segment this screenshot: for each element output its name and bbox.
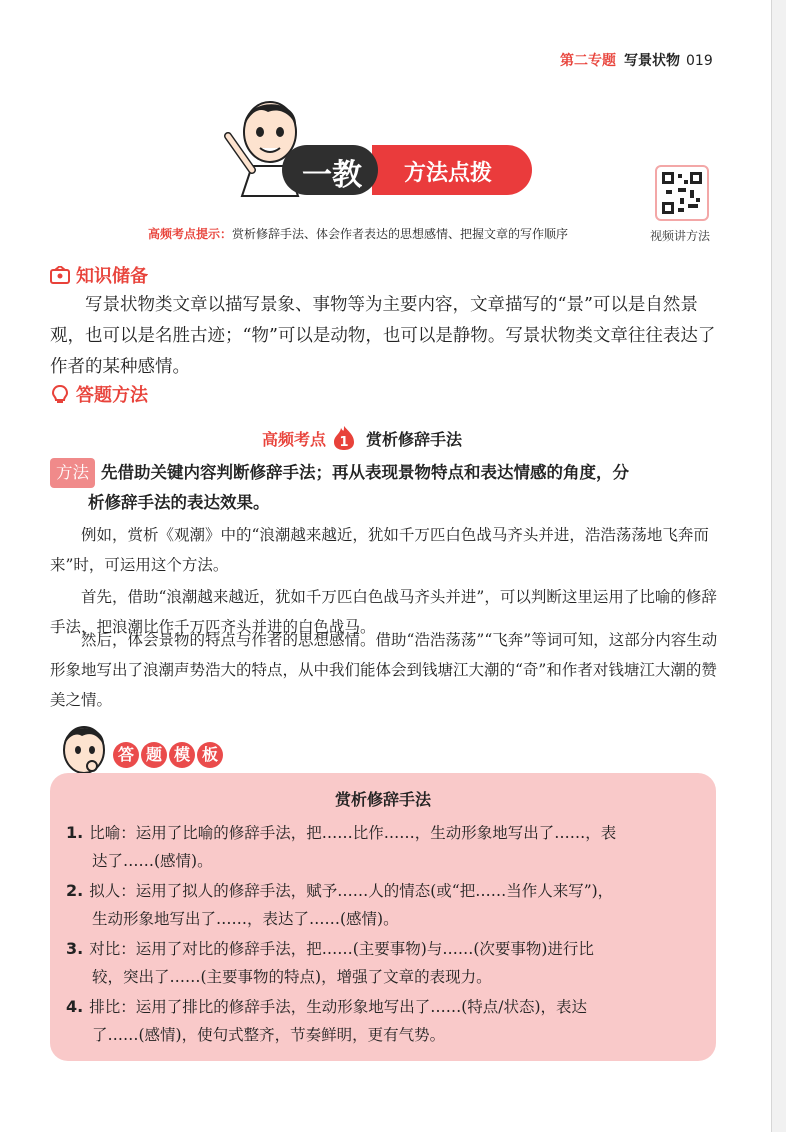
- method-line2: 析修辞手法的表达效果。: [88, 493, 270, 512]
- knowledge-heading: [50, 262, 148, 288]
- banner-method-tab: [372, 145, 532, 195]
- template-item: [66, 877, 706, 933]
- banner-left-text: 一教: [302, 158, 362, 193]
- example-paragraph-1: 例如，赏析《观潮》中的“浪潮越来越近，犹如千万匹白色战马齐头并进，浩浩荡荡地飞奔而来”时，可运用这个方法。: [50, 526, 709, 574]
- template-label: [113, 742, 223, 768]
- qr-label: 视频讲方法: [650, 229, 711, 243]
- example-paragraph-3: 然后，体会景物的特点与作者的思想感情。借助“浩浩荡荡”“飞奔”等词可知，这部分内容生动形象地写出了浪潮声势浩大的特点，从中我们能体会到钱塘江大潮的“奇”和作者对钱塘江大潮的赞美之情。: [50, 631, 718, 709]
- template-item-first-line: 比喻：运用了比喻的修辞手法，把……比作……，生动形象地写出了……，表: [89, 824, 617, 842]
- template-item-continuation: 达了……(感情)。: [92, 852, 213, 870]
- template-item-number: 2.: [66, 881, 84, 900]
- template-label-char-4: 板: [197, 742, 223, 768]
- knowledge-heading-text: 知识储备: [76, 266, 148, 287]
- exam-hint-text: 赏析修辞手法、体会作者表达的思想感情、把握文章的写作顺序: [232, 227, 569, 241]
- keypoint-title: [262, 425, 462, 451]
- template-label-char-3: 模: [169, 742, 195, 768]
- page-edge: [771, 0, 786, 1132]
- qr-code-icon: [662, 172, 702, 214]
- answer-method-heading: [50, 381, 148, 407]
- template-item-number: 1.: [66, 823, 84, 842]
- answer-method-heading-text: 答题方法: [76, 385, 148, 406]
- keypoint-number: 1: [339, 435, 349, 450]
- header-topic: 第二专题: [560, 53, 616, 69]
- template-item-number: 4.: [66, 997, 84, 1016]
- template-title: 赏析修辞手法: [334, 790, 431, 809]
- header-section: 写景状物: [624, 53, 680, 69]
- template-item-continuation: 较，突出了……(主要事物的特点)，增强了文章的表现力。: [92, 968, 492, 986]
- template-box: [50, 773, 716, 1061]
- page-number: 019: [686, 53, 713, 69]
- method-tag: 方法: [50, 458, 95, 488]
- exam-hint: [148, 225, 568, 242]
- template-item: [66, 935, 706, 991]
- template-item-first-line: 拟人：运用了拟人的修辞手法，赋予……人的情态(或“把……当作人来写”)，: [89, 882, 614, 900]
- qr-code[interactable]: [655, 165, 709, 221]
- template-label-char-2: 题: [141, 742, 167, 768]
- keypoint-heading: 赏析修辞手法: [366, 430, 463, 449]
- example-paragraph-2: 首先，借助“浪潮越来越近，犹如千万匹白色战马齐头并进”，可以判断这里运用了比喻的修辞手法，把浪潮比作千万匹齐头并进的白色战马。: [50, 588, 717, 636]
- knowledge-paragraph: 写景状物类文章以描写景象、事物等为主要内容，文章描写的“景”可以是自然景观，也可以是名胜古迹；“物”可以是动物，也可以是静物。写景状物类文章往往表达了作者的某种感情。: [50, 295, 716, 377]
- exam-hint-key: 高频考点提示：: [148, 227, 233, 241]
- template-item: [66, 993, 706, 1049]
- flame-number-icon: [332, 425, 356, 451]
- lightbulb-icon: [50, 385, 70, 403]
- template-item-first-line: 对比：运用了对比的修辞手法，把……(主要事物)与……(次要事物)进行比: [89, 940, 594, 958]
- template-item-number: 3.: [66, 939, 84, 958]
- keypoint-label: 高频考点: [262, 430, 327, 449]
- banner-right-text: 方法点拨: [404, 161, 493, 186]
- template-label-char-1: 答: [113, 742, 139, 768]
- template-item: [66, 819, 706, 875]
- method-line1: 先借助关键内容判断修辞手法；再从表现景物特点和表达情感的角度，分: [101, 463, 629, 482]
- book-icon: [50, 266, 70, 284]
- template-item-first-line: 排比：运用了排比的修辞手法，生动形象地写出了……(特点/状态)，表达: [89, 998, 588, 1016]
- running-header: [560, 50, 713, 70]
- template-item-continuation: 了……(感情)，使句式整齐，节奏鲜明，更有气势。: [92, 1026, 446, 1044]
- banner-teach-tab: [282, 145, 378, 195]
- template-item-continuation: 生动形象地写出了……，表达了……(感情)。: [92, 910, 399, 928]
- method-block: [50, 458, 730, 518]
